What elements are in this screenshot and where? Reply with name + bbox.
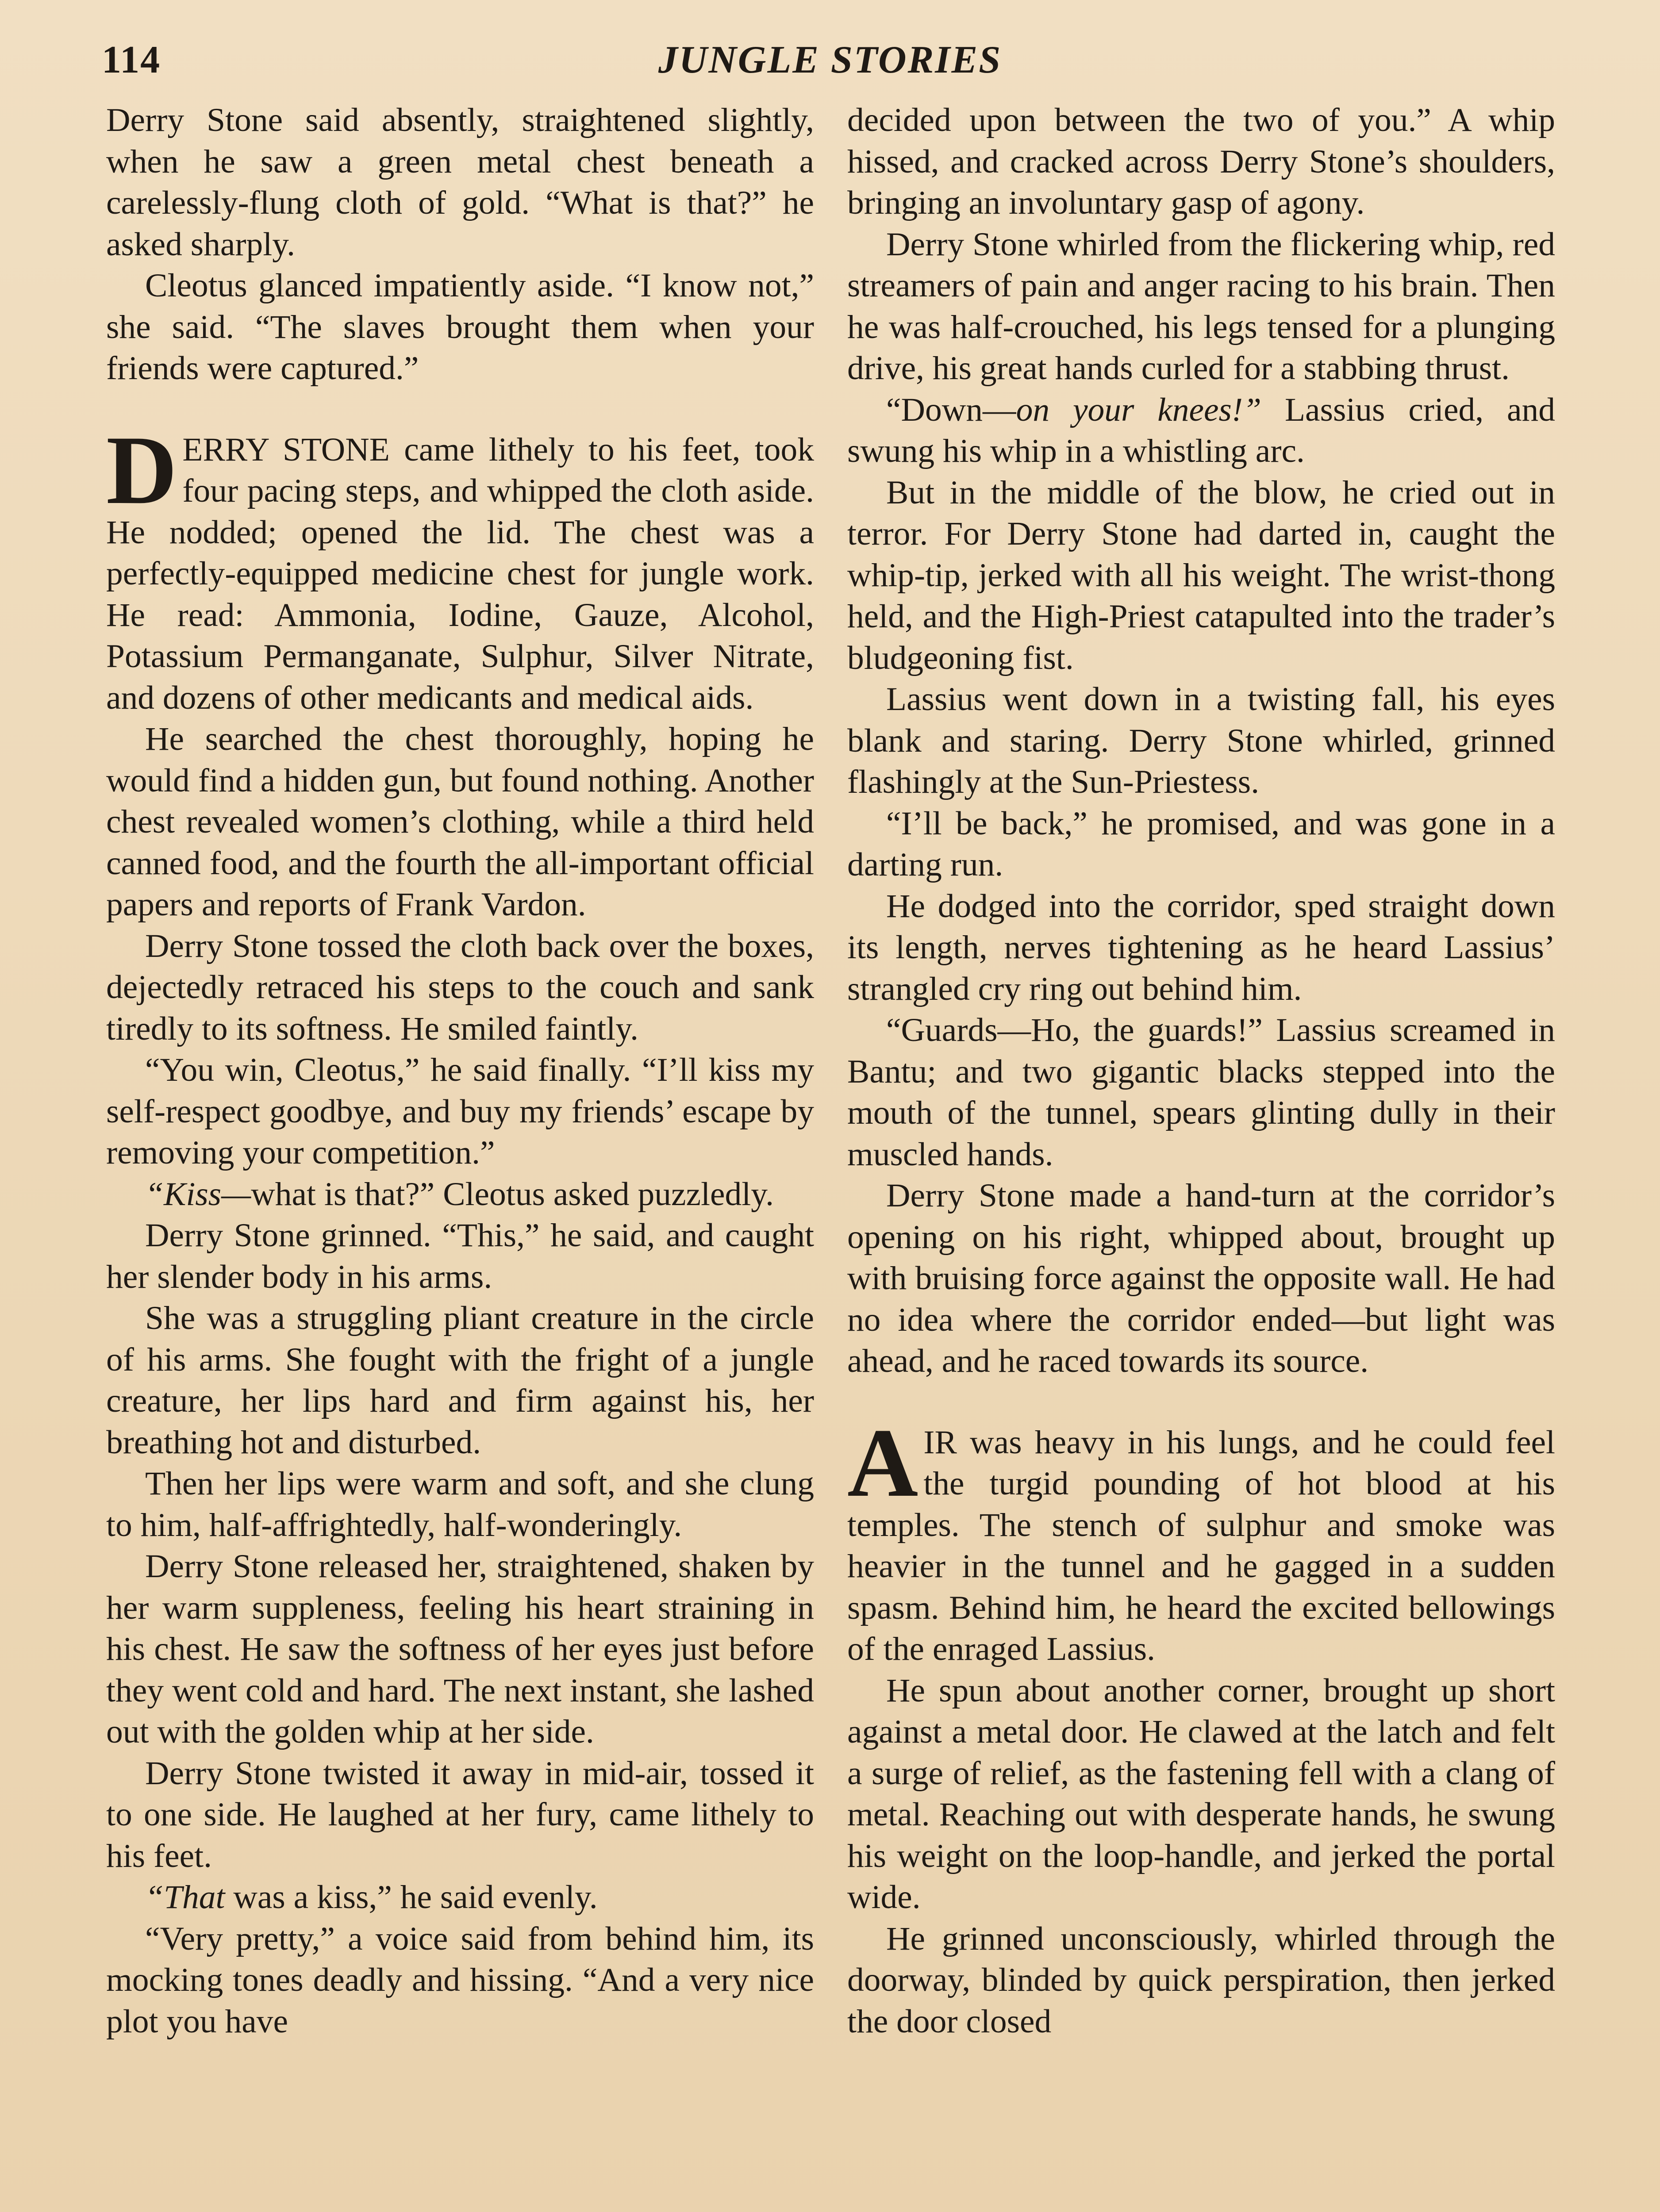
running-title: JUNGLE STORIES [658,38,1002,81]
paragraph [106,1174,814,1215]
drop-cap: A [847,1408,918,1517]
paragraph: Derry Stone tossed the cloth back over the boxes, dejectedly retraced his steps to the couch and sank tiredly to its softness. He smiled faintly. [106,927,814,1047]
paragraph-text: was heavy in his lungs, and he could feel the turgid pounding of hot blood at his temples. The stench of sulphur and smoke was heavier in the tunnel and he gagged in a sudden spasm. Behind him, he heard the excited bellowings of the enraged Lassius. [847,1424,1555,1667]
italic-text: “Kiss— [145,1175,251,1213]
paragraph: Derry Stone said absently, straightened slightly, when he saw a green metal chest beneath a carelessly-flung cloth of gold. “What is that?” he asked sharply. [106,102,814,263]
page-header [102,38,1558,95]
paragraph: Then her lips were warm and soft, and she clung to him, half-affrightedly, half-wonderingly. [106,1465,814,1544]
paragraph: decided upon between the two of you.” A whip hissed, and cracked across Derry Stone’s shoulders, bringing an involuntary gasp of agony. [847,102,1555,221]
drop-cap: D [106,415,177,525]
left-column [106,100,814,2042]
paragraph-text: “Down— [886,391,1016,428]
paragraph [106,1877,814,1918]
paragraph: But in the middle of the blow, he cried out in terror. For Derry Stone had darted in, caught the whip-tip, jerked with all his weight. The wrist-thong held, and the High-Priest catapulted into the trader’s bludgeoning fist. [847,474,1555,676]
paragraph-text: Lassius cried, and swung his whip in a whistling arc. [847,391,1556,469]
section-opening-paragraph [106,415,814,719]
paragraph-text: came lithely to his feet, took four pacing steps, and whipped the cloth aside. He nodded; opened the lid. The chest was a perfectly-equipped medicine chest for jungle work. He read: Ammonia, Iodine, Gauze, Alcohol, Potassium Permanganate, Sulphur, Silver Nitrate, and dozens of other medicants and medical aids. [106,431,814,716]
paragraph: She was a struggling pliant creature in the circle of his arms. She fought with the fright of a jungle creature, her lips hard and firm against his, her breathing hot and disturbed. [106,1300,814,1461]
paragraph: Derry Stone grinned. “This,” he said, and caught her slender body in his arms. [106,1217,814,1295]
page-number: 114 [102,38,161,81]
section-opening-paragraph [847,1408,1555,1670]
paragraph: Derry Stone released her, straightened, shaken by her warm suppleness, feeling his heart straining in his chest. He saw the softness of her eyes just before they went cold and hard. The next instant, she lashed out with the golden whip at her side. [106,1548,814,1750]
paragraph: Cleotus glanced impatiently aside. “I know not,” she said. “The slaves brought them when your friends were captured.” [106,267,814,387]
paragraph: He dodged into the corridor, sped straight down its length, nerves tightening as he heard Lassius’ strangled cry ring out behind him. [847,887,1555,1007]
italic-text: “That [145,1879,225,1916]
right-column [847,100,1555,2042]
paragraph: He grinned unconsciously, whirled through the doorway, blinded by quick perspiration, then jerked the door closed [847,1920,1555,2040]
paragraph: “Guards—Ho, the guards!” Lassius screamed in Bantu; and two gigantic blacks stepped into the mouth of the tunnel, spears glinting dully in their muscled hands. [847,1012,1555,1173]
small-caps-lead: IR [923,1424,957,1461]
small-caps-lead: ERRY STONE [182,431,390,468]
paragraph-text: what is that?” Cleotus asked puzzledly. [251,1175,774,1213]
italic-text: on your knees!” [1016,391,1262,428]
paragraph: “I’ll be back,” he promised, and was gone in a darting run. [847,805,1555,883]
paragraph: “You win, Cleotus,” he said finally. “I’ll kiss my self-respect goodbye, and buy my friends’ escape by removing your competition.” [106,1052,814,1171]
paragraph-text: was a kiss,” he said evenly. [225,1879,598,1916]
paragraph: He searched the chest thoroughly, hoping he would find a hidden gun, but found nothing. Another chest revealed women’s clothing, while a third held canned food, and the fourth the all-important official papers and reports of Frank Vardon. [106,721,814,923]
paragraph [847,389,1555,472]
paragraph: He spun about another corner, brought up short against a metal door. He clawed at the latch and felt a surge of relief, as the fastening fell with a clang of metal. Reaching out with desperate hands, he swung his weight on the loop-handle, and jerked the portal wide. [847,1672,1555,1916]
paragraph: “Very pretty,” a voice said from behind him, its mocking tones deadly and hissing. “And a very nice plot you have [106,1920,814,2040]
paragraph: Derry Stone made a hand-turn at the corridor’s opening on his right, whipped about, brought up with bruising force against the opposite wall. He had no idea where the corridor ended—but light was ahead, and he raced towards its source. [847,1177,1555,1379]
paragraph: Derry Stone twisted it away in mid-air, tossed it to one side. He laughed at her fury, came lithely to his feet. [106,1755,814,1874]
paragraph: Lassius went down in a twisting fall, his eyes blank and staring. Derry Stone whirled, grinned flashingly at the Sun-Priestess. [847,681,1555,800]
paragraph: Derry Stone whirled from the flickering whip, red streamers of pain and anger racing to his brain. Then he was half-crouched, his legs tensed for a plunging drive, his great hands curled for a stabbing thrust. [847,226,1555,387]
